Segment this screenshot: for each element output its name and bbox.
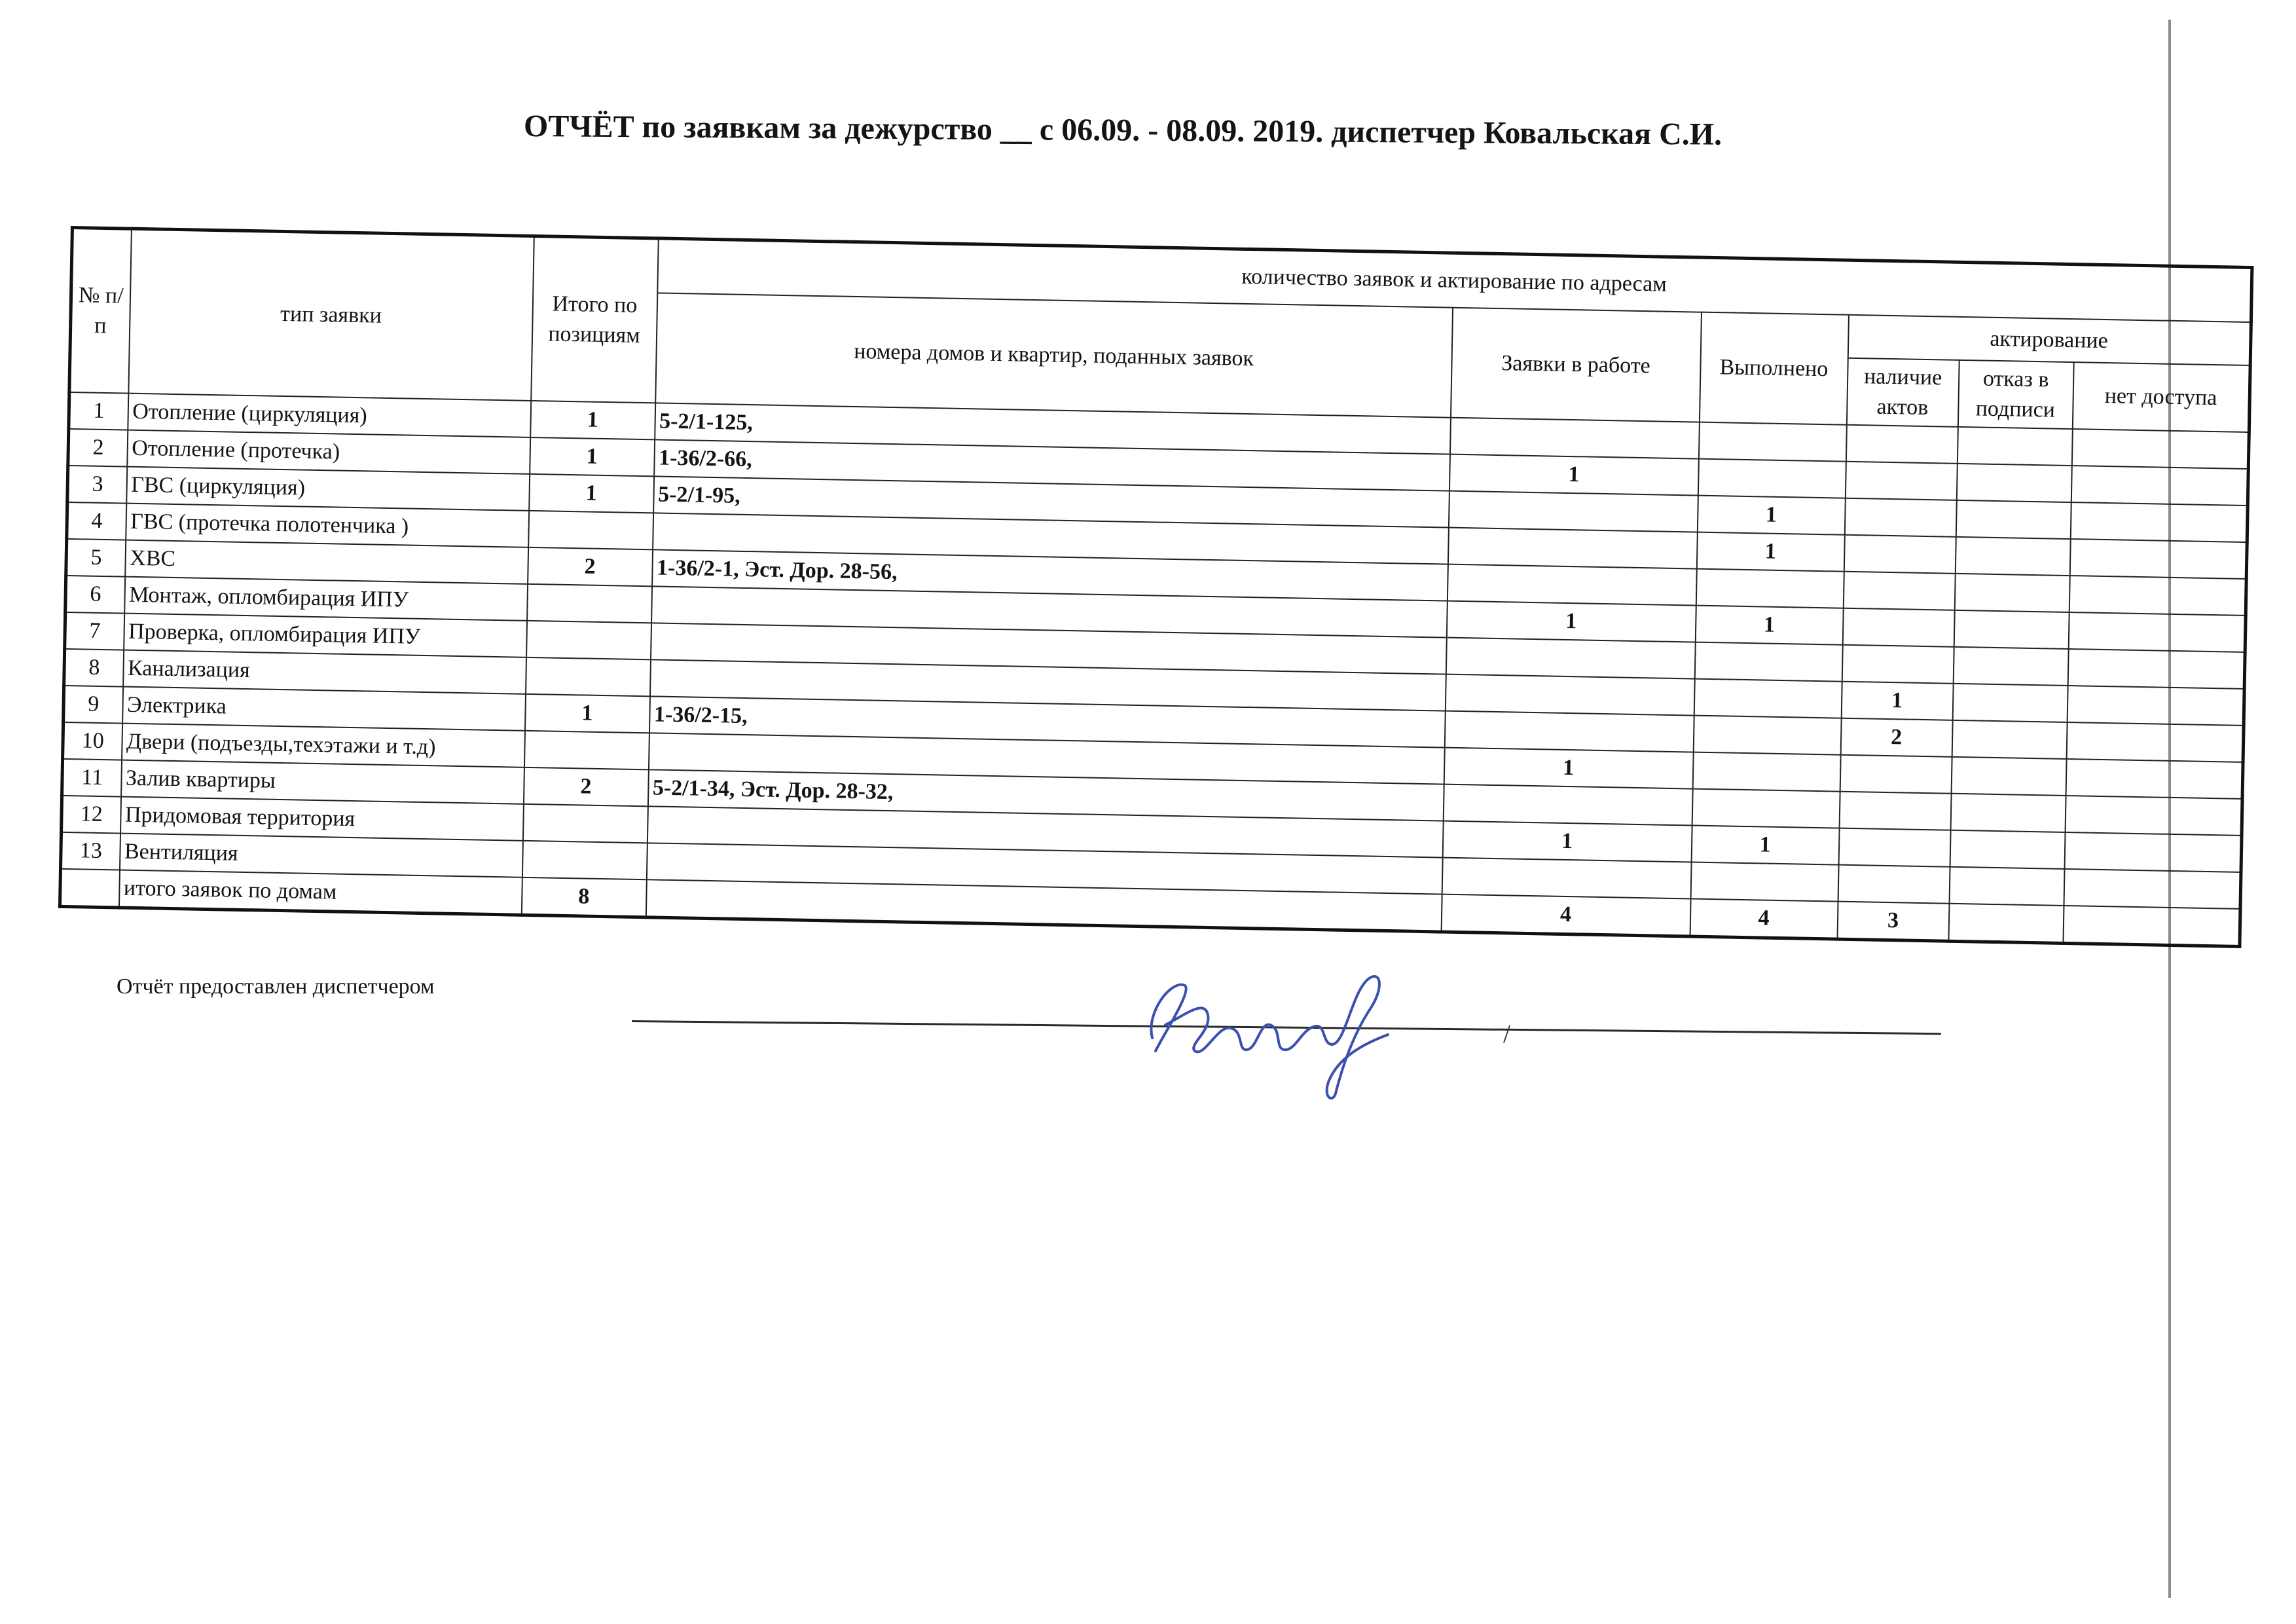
done-count: 1	[1696, 532, 1844, 572]
header-total: Итого по позициям	[531, 236, 659, 403]
in-work-count	[1445, 674, 1694, 716]
done-count	[1696, 569, 1844, 608]
acts-count	[1843, 572, 1955, 610]
report-table-wrapper	[58, 226, 2254, 948]
position-total	[528, 511, 653, 549]
header-refusal: отказ в подписи	[1958, 360, 2073, 429]
refusal-count	[1952, 684, 2068, 722]
request-type: ГВС (циркуляция)	[126, 467, 530, 511]
done-count	[1693, 716, 1841, 755]
acts-count: 2	[1840, 718, 1952, 757]
request-type: ХВС	[125, 540, 528, 584]
address-list: 1-36/2-66,	[654, 439, 1450, 490]
in-work-count	[1446, 638, 1695, 679]
row-number: 4	[67, 502, 126, 540]
address-list: 1-36/2-1, Эст. Дор. 28-56,	[652, 549, 1448, 600]
address-list: 5-2/1-125,	[655, 403, 1451, 454]
position-total	[522, 804, 647, 843]
refusal-count	[1957, 427, 2072, 466]
done-count: 1	[1691, 826, 1839, 865]
request-type: Вентиляция	[119, 834, 522, 877]
position-total	[526, 621, 651, 659]
refusal-count	[1953, 647, 2068, 686]
request-type: Отопление (циркуляция)	[128, 394, 531, 437]
totals-done: 4	[1690, 899, 1838, 940]
acts-count	[1844, 535, 1956, 574]
totals-in-work: 4	[1441, 895, 1690, 936]
request-type: Канализация	[123, 650, 526, 694]
address-list: 1-36/2-15,	[649, 696, 1445, 747]
address-list: 5-2/1-34, Эст. Дор. 28-32,	[647, 769, 1444, 821]
request-type: Монтаж, опломбирация ИПУ	[124, 577, 528, 621]
header-acting: актирование	[1848, 315, 2251, 365]
request-type: Проверка, опломбирация ИПУ	[124, 614, 527, 657]
in-work-count: 1	[1442, 821, 1692, 862]
totals-no-access-empty	[2063, 906, 2240, 946]
in-work-count	[1448, 491, 1698, 532]
no-access-count	[2064, 832, 2242, 872]
no-access-count	[2068, 649, 2245, 689]
acts-count	[1846, 425, 1958, 464]
header-group: количество заявок и актирование по адресам	[657, 238, 2252, 322]
row-number: 10	[63, 722, 122, 760]
done-count: 1	[1695, 606, 1843, 645]
address-list: 5-2/1-95,	[653, 476, 1449, 527]
handwritten-signature	[1126, 953, 1414, 1103]
row-number: 3	[67, 466, 127, 504]
no-access-count	[2068, 612, 2246, 652]
in-work-count: 1	[1444, 748, 1693, 789]
row-number: 13	[61, 832, 120, 870]
row-number: 5	[66, 539, 126, 577]
acts-count	[1838, 828, 1950, 867]
in-work-count	[1449, 418, 1699, 459]
row-number: 8	[64, 649, 124, 687]
row-number: 2	[68, 429, 128, 467]
position-total: 2	[528, 547, 653, 586]
header-type: тип заявки	[128, 229, 534, 401]
no-access-count	[2067, 686, 2244, 726]
header-num: № п/п	[69, 228, 132, 394]
signature-slash: /	[1503, 1019, 1511, 1048]
totals-label: итого заявок по домам	[118, 870, 522, 915]
acts-count	[1840, 755, 1952, 794]
in-work-count	[1448, 528, 1697, 569]
done-count	[1694, 642, 1842, 682]
request-type: Отопление (протечка)	[127, 430, 530, 474]
position-total: 2	[523, 767, 648, 806]
totals-positions: 8	[521, 877, 646, 917]
done-count	[1694, 679, 1842, 718]
header-in-work: Заявки в работе	[1450, 308, 1701, 422]
no-access-count	[2069, 539, 2247, 579]
no-access-count	[2066, 759, 2243, 799]
totals-refusal-empty	[1948, 904, 2064, 944]
no-access-count	[2069, 576, 2246, 616]
acts-count	[1844, 498, 1956, 537]
acts-count	[1839, 792, 1951, 830]
done-count	[1690, 862, 1838, 902]
refusal-count	[1954, 574, 2069, 612]
in-work-count: 1	[1446, 601, 1696, 642]
signature-caption: Отчёт предоставлен диспетчером	[117, 974, 435, 999]
no-access-count	[2071, 429, 2249, 469]
row-number: 7	[65, 612, 124, 650]
acts-count	[1842, 645, 1954, 684]
no-access-count	[2064, 869, 2241, 909]
acts-count	[1838, 865, 1950, 904]
done-count	[1692, 789, 1840, 828]
position-total	[522, 841, 647, 879]
in-work-count	[1447, 564, 1696, 606]
request-type: ГВС (протечка полотенчика )	[126, 504, 529, 547]
acts-count: 1	[1841, 682, 1953, 720]
report-title: ОТЧЁТ по заявкам за дежурство __ с 06.09. - 08.09. 2019. диспетчер Ковальская С.И.	[523, 109, 1722, 152]
position-total: 1	[524, 694, 649, 733]
request-type: Электрика	[122, 687, 526, 731]
acts-count	[1845, 462, 1957, 500]
no-access-count	[2070, 502, 2248, 542]
acts-count	[1842, 608, 1954, 647]
request-type: Двери (подъезды,техэтажи и т.д)	[122, 724, 525, 767]
done-count	[1692, 752, 1840, 792]
position-total	[526, 657, 651, 696]
row-number: 1	[69, 392, 128, 430]
header-acts: наличие актов	[1846, 358, 1959, 427]
no-access-count	[2066, 722, 2244, 762]
position-total: 1	[529, 474, 654, 513]
refusal-count	[1954, 610, 2069, 649]
refusal-count	[1952, 720, 2067, 759]
refusal-count	[1950, 794, 2066, 832]
position-total: 1	[530, 401, 655, 439]
refusal-count	[1950, 830, 2065, 869]
header-addresses: номера домов и квартир, поданных заявок	[655, 293, 1453, 417]
position-total	[527, 584, 652, 623]
refusal-count	[1956, 500, 2071, 539]
refusal-count	[1949, 867, 2064, 906]
row-number: 9	[64, 686, 123, 724]
report-table	[58, 226, 2254, 948]
table-body	[60, 228, 2252, 947]
in-work-count	[1443, 784, 1692, 826]
header-done: Выполнено	[1699, 312, 1848, 425]
in-work-count	[1442, 858, 1691, 899]
request-type: Залив квартиры	[121, 760, 524, 804]
header-no-access: нет доступа	[2072, 362, 2250, 432]
no-access-count	[2065, 796, 2242, 836]
refusal-count	[1955, 537, 2070, 576]
refusal-count	[1951, 757, 2066, 796]
in-work-count: 1	[1449, 454, 1698, 496]
no-access-count	[2071, 466, 2248, 506]
row-number: 12	[62, 796, 121, 834]
totals-num-empty	[60, 869, 119, 908]
row-number: 11	[62, 759, 122, 797]
refusal-count	[1956, 464, 2071, 502]
row-number: 6	[65, 576, 125, 614]
in-work-count	[1444, 711, 1694, 752]
position-total	[524, 731, 649, 769]
position-total: 1	[530, 437, 655, 476]
totals-acts: 3	[1837, 902, 1949, 942]
request-type: Придомовая территория	[120, 797, 524, 841]
done-count	[1698, 459, 1846, 498]
done-count	[1698, 422, 1846, 462]
done-count: 1	[1697, 496, 1845, 535]
